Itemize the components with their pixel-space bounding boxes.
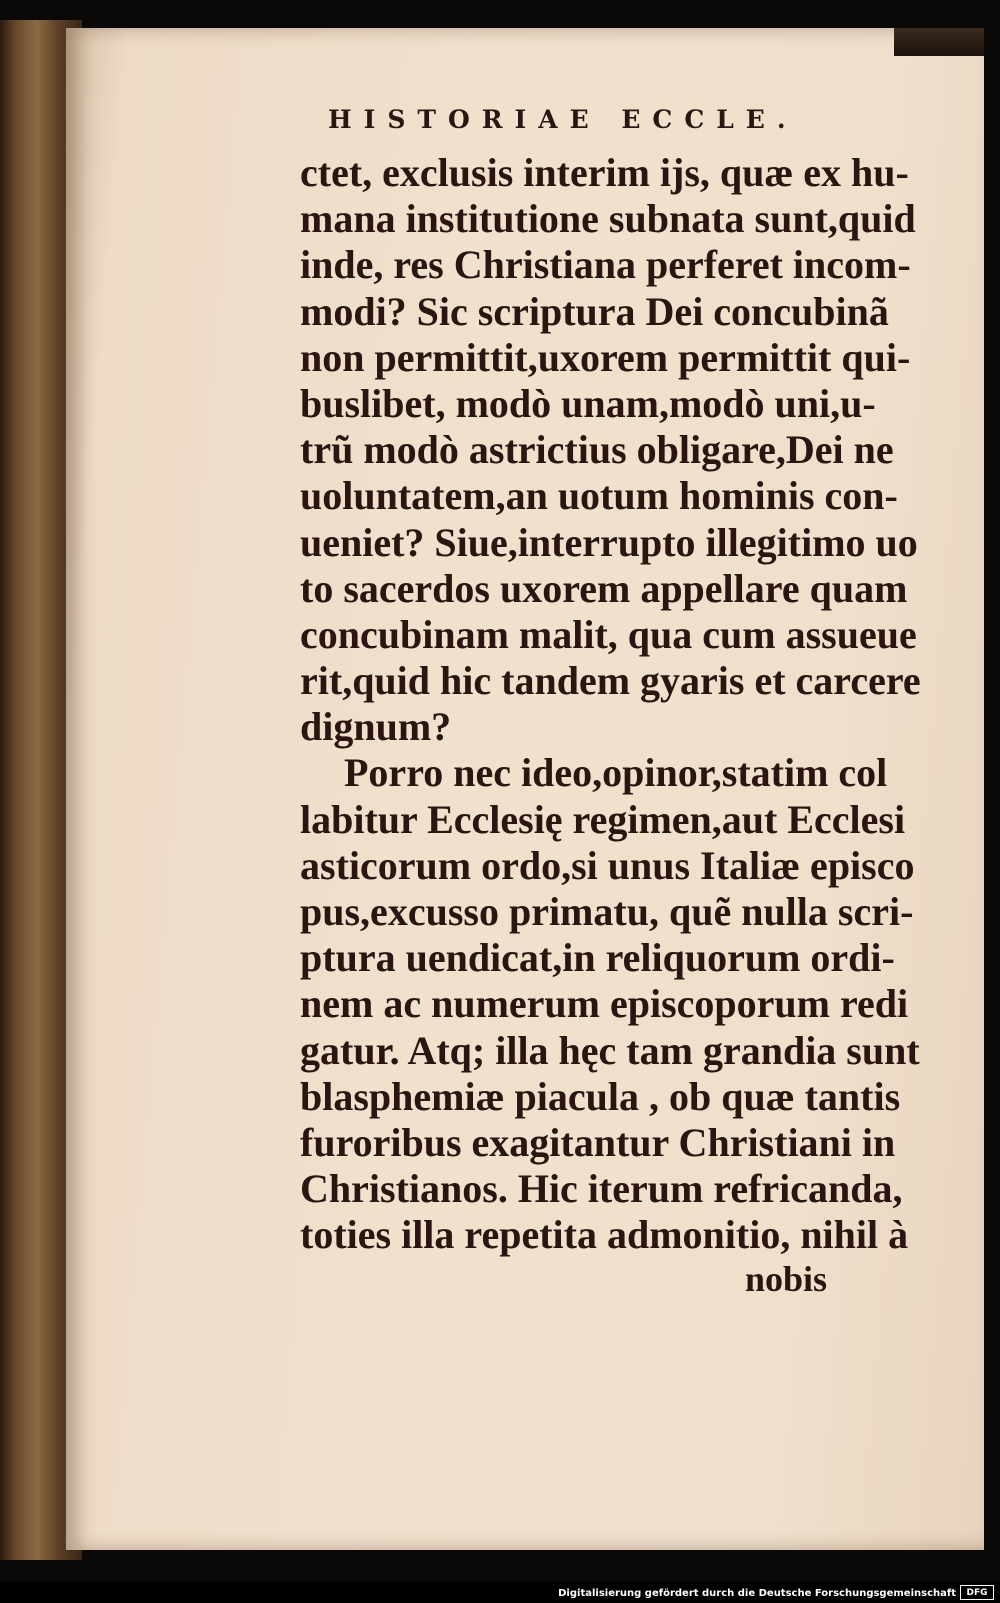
text-line: rit,quid hic tandem gyaris et carcere — [300, 658, 921, 704]
funding-credit: Digitalisierung gefördert durch die Deutsche Forschungsgemeinschaft — [558, 1588, 956, 1599]
text-line: toties illa repetita admonitio, nihil à — [300, 1212, 909, 1258]
text-line: ueniet? Siue,interrupto illegitimo uo — [300, 519, 918, 565]
text-line: blasphemiæ piacula , ob quæ tantis — [300, 1073, 901, 1119]
text-line: gatur. Atq; illa hęc tam grandia sunt — [300, 1027, 920, 1073]
text-line: Porro nec ideo,opinor,statim col — [344, 750, 888, 796]
text-line: inde, res Christiana perferet incom- — [300, 242, 911, 288]
text-line: furoribus exagitantur Christiani in — [300, 1119, 896, 1165]
text-line: trũ modò astrictius obligare,Dei ne — [300, 427, 894, 473]
body-text — [300, 150, 920, 1259]
page-corner-shadow — [894, 28, 984, 56]
text-line: Christianos. Hic iterum refricanda, — [300, 1166, 903, 1212]
text-line: asticorum ordo,si unus Italiæ episco — [300, 842, 915, 888]
catchword: nobis — [745, 1259, 828, 1299]
text-line: non permittit,uxorem permittit qui- — [300, 334, 911, 380]
footer-bar — [0, 1581, 1000, 1603]
text-line: buslibet, modò unam,modò uni,u- — [300, 380, 876, 426]
text-line: mana institutione subnata sunt,quid — [300, 196, 916, 242]
text-line: nem ac numerum episcoporum redi — [300, 981, 909, 1027]
text-line: concubinam malit, qua cum assueue — [300, 611, 917, 657]
text-line: to sacerdos uxorem appellare quam — [300, 565, 908, 611]
running-head: HISTORIAE ECCLE. — [328, 105, 798, 134]
text-line: uoluntatem,an uotum hominis con- — [300, 473, 898, 519]
text-line: ctet, exclusis interim ijs, quæ ex hu- — [300, 150, 909, 195]
text-line: ptura uendicat,in reliquorum ordi- — [300, 935, 895, 981]
dfg-logo: DFG — [960, 1585, 994, 1600]
text-line: labitur Ecclesię regimen,aut Ecclesi — [300, 796, 906, 842]
text-line: pus,excusso primatu, quẽ nulla scri- — [300, 889, 914, 934]
text-line: dignum? — [300, 704, 452, 750]
text-line: modi? Sic scriptura Dei concubinã — [300, 288, 889, 334]
